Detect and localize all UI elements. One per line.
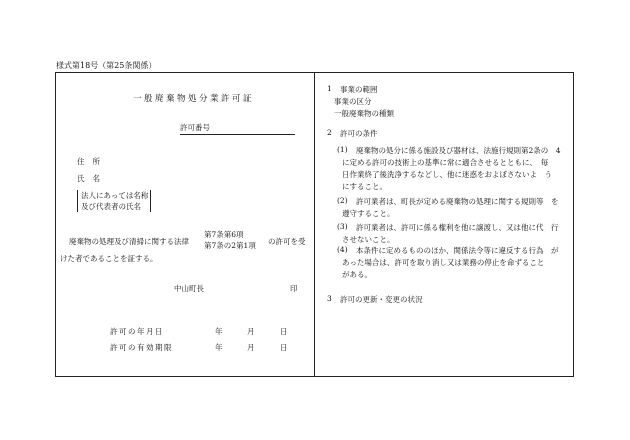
corporate-note-line-1: 法人にあっては名称 [81, 191, 149, 200]
condition-1-line-2: に定める許可の技術上の基準に常に適合させるとともに、 毎 [342, 158, 549, 167]
condition-4-line-2: あった場合は、許可を取り消し又は業務の停止を命ずること [342, 258, 545, 267]
permit-date-year: 年 [215, 327, 223, 336]
condition-4-number: (4) [337, 245, 348, 254]
condition-4-line-1: 本条件に定めるもののほか、関係法令等に違反する行為 が [356, 246, 559, 255]
expiry-month: 月 [247, 343, 255, 352]
condition-4-line-3: がある。 [342, 270, 372, 279]
permit-date-day: 日 [280, 327, 288, 336]
section-2-number: 2 [327, 128, 332, 137]
condition-1-line-1: 廃棄物の処分に係る施設及び器材は、法施行規則第2条の 4 [356, 146, 561, 155]
condition-2-line-1: 許可業者は、町長が定める廃棄物の処理に関する規則等 を [356, 197, 559, 206]
section-3-title: 許可の更新・変更の状況 [340, 295, 423, 304]
permit-date-month: 月 [247, 327, 255, 336]
expiry-label: 許可の有効期限 [110, 343, 173, 352]
form-number-label: 様式第18号（第25条関係） [56, 61, 157, 70]
condition-3-number: (3) [337, 222, 348, 231]
corporate-note-line-2: 及び代表者の氏名 [81, 202, 141, 211]
condition-1-line-3: 日作業終了後洗浄するなどし、他に迷惑をおよぼさないよ う [342, 170, 552, 179]
name-label: 氏名 [77, 174, 108, 183]
law-article-a: 第7条第6項 [204, 230, 244, 239]
issuer-mayor: 中山町長 [174, 284, 204, 293]
expiry-day: 日 [280, 343, 288, 352]
law-text: 廃棄物の処理及び清掃に関する法律 [69, 237, 189, 246]
section-1-number: 1 [327, 84, 332, 93]
corporate-name-note [77, 190, 151, 212]
condition-2-line-2: 遵守すること。 [342, 209, 395, 218]
section-2-title: 許可の条件 [340, 129, 378, 138]
column-divider [314, 72, 315, 377]
condition-1-line-4: にすること。 [342, 182, 387, 191]
business-category-label: 事業の区分 [334, 97, 372, 106]
expiry-year: 年 [215, 343, 223, 352]
condition-3-line-1: 許可業者は、許可に係る権利を他に譲渡し、又は他に代 行 [356, 223, 559, 232]
law-text-tail: の許可を受 [268, 237, 306, 246]
section-1-title: 事業の範囲 [340, 85, 378, 94]
certificate-title: 一般廃棄物処分業許可証 [133, 94, 255, 104]
section-3-number: 3 [327, 294, 332, 303]
address-label: 住所 [77, 157, 108, 166]
law-text-line-2: けた者であることを証する。 [60, 254, 158, 263]
seal-mark: 印 [290, 284, 298, 293]
permit-number-field: 許可番号 [180, 122, 295, 135]
condition-3-line-2: させないこと。 [342, 235, 395, 244]
condition-2-number: (2) [337, 196, 348, 205]
law-article-b: 第7条の2第1項 [204, 241, 256, 250]
waste-type-label: 一般廃棄物の種類 [334, 109, 394, 118]
permit-date-label: 許可の年月日 [110, 327, 164, 336]
condition-1-number: (1) [337, 145, 348, 154]
